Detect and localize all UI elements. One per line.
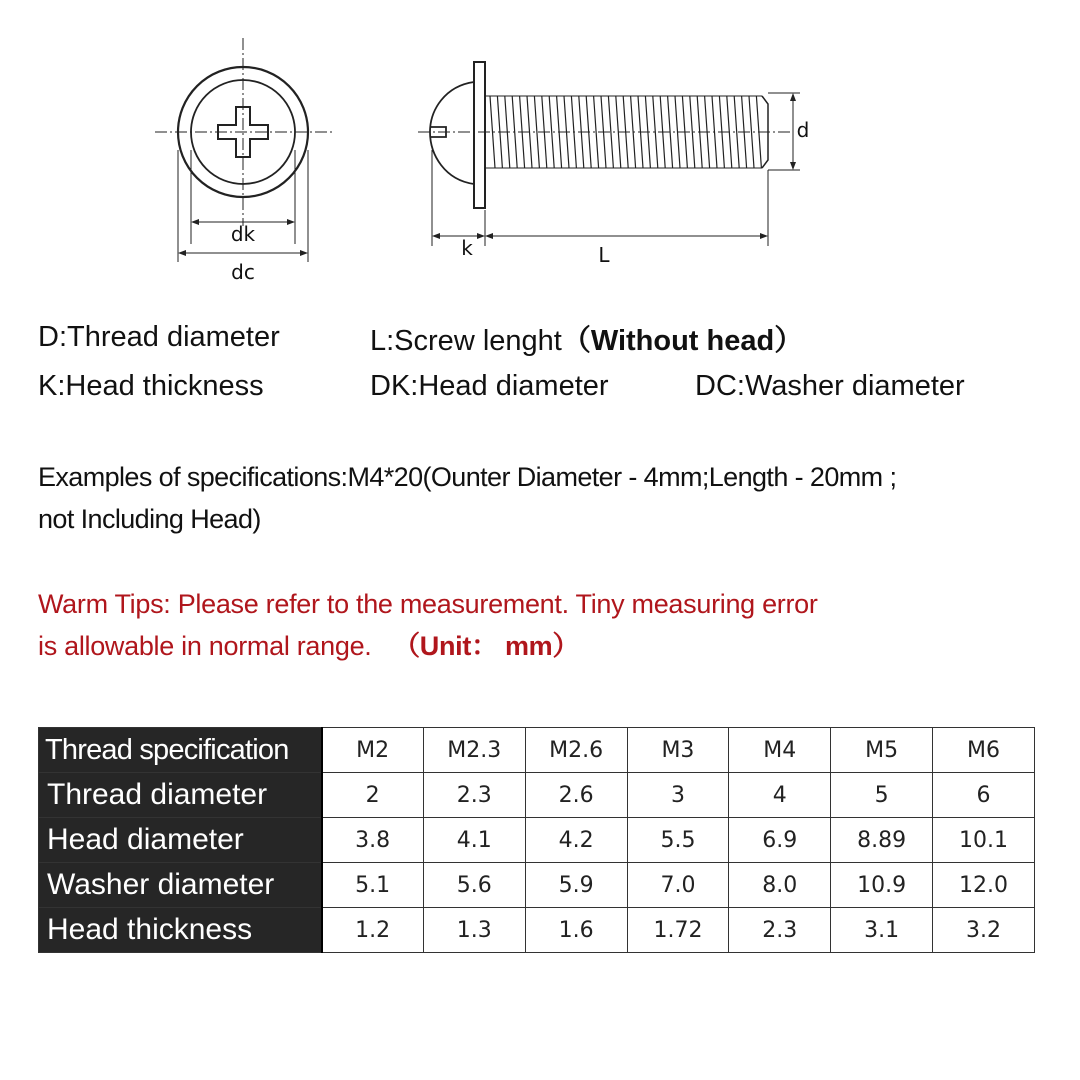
dc-label: dc (231, 260, 255, 284)
table-cell: 6 (933, 773, 1035, 818)
table-cell: M3 (627, 728, 729, 773)
row-header: Head diameter (39, 818, 322, 863)
table-cell: 3.2 (933, 908, 1035, 953)
legend-dk: DK:Head diameter (370, 370, 609, 402)
k-label: k (461, 236, 473, 260)
tips-unit: （Unit： mm） (393, 631, 580, 661)
table-cell: 4.2 (525, 818, 627, 863)
washer (474, 62, 485, 208)
table-cell: 5.6 (423, 863, 525, 908)
tips-line-2 (38, 625, 818, 667)
table-cell: 7.0 (627, 863, 729, 908)
table-cell: 1.6 (525, 908, 627, 953)
legend-l-note: （Without head） (561, 325, 804, 357)
table-cell: M4 (729, 728, 831, 773)
table-cell: 6.9 (729, 818, 831, 863)
table-cell: M2.6 (525, 728, 627, 773)
table-cell: 10.1 (933, 818, 1035, 863)
table-cell: 5 (831, 773, 933, 818)
table-cell: 2.6 (525, 773, 627, 818)
d-label: d (796, 118, 810, 142)
row-header: Head thickness (39, 908, 322, 953)
table-cell: 1.3 (423, 908, 525, 953)
tips-line-2-text: is allowable in normal range. (38, 631, 372, 661)
legend-l-text: L:Screw lenght (370, 325, 562, 357)
table-cell: 10.9 (831, 863, 933, 908)
table-cell: 8.89 (831, 818, 933, 863)
table-cell: 2.3 (423, 773, 525, 818)
spec-table-body (39, 728, 1035, 953)
table-cell: 5.9 (525, 863, 627, 908)
row-header: Thread specification (39, 728, 322, 773)
example-text (38, 456, 896, 540)
example-line-2: not Including Head) (38, 504, 261, 534)
screw-drawing (0, 0, 1080, 300)
table-cell: 3.1 (831, 908, 933, 953)
table-cell: 2 (322, 773, 424, 818)
tips-line-1: Warm Tips: Please refer to the measurement. Tiny measuring error (38, 589, 818, 619)
dome-head (430, 82, 474, 184)
side-view (418, 62, 800, 246)
table-cell: 8.0 (729, 863, 831, 908)
example-line-1: Examples of specifications:M4*20(Ounter Diameter - 4mm;Length - 20mm ; (38, 462, 897, 492)
table-row (39, 818, 1035, 863)
table-cell: 5.1 (322, 863, 424, 908)
table-row (39, 728, 1035, 773)
table-cell: 12.0 (933, 863, 1035, 908)
table-cell: M2 (322, 728, 424, 773)
table-cell: 1.72 (627, 908, 729, 953)
table-cell: M5 (831, 728, 933, 773)
legend-k: K:Head thickness (38, 370, 264, 402)
table-cell: 4 (729, 773, 831, 818)
legend-dc: DC:Washer diameter (695, 370, 965, 402)
table-cell: 2.3 (729, 908, 831, 953)
legend-l (370, 318, 803, 359)
table-cell: 1.2 (322, 908, 424, 953)
table-cell: 3 (627, 773, 729, 818)
warm-tips (38, 583, 818, 667)
table-cell: M6 (933, 728, 1035, 773)
row-header: Thread diameter (39, 773, 322, 818)
table-row (39, 773, 1035, 818)
table-cell: 5.5 (627, 818, 729, 863)
table-row (39, 863, 1035, 908)
legend-d: D:Thread diameter (38, 321, 280, 353)
L-label: L (598, 243, 610, 267)
row-header: Washer diameter (39, 863, 322, 908)
dk-label: dk (230, 222, 256, 246)
table-cell: 4.1 (423, 818, 525, 863)
table-row (39, 908, 1035, 953)
spec-table (38, 727, 1035, 953)
table-cell: M2.3 (423, 728, 525, 773)
table-cell: 3.8 (322, 818, 424, 863)
